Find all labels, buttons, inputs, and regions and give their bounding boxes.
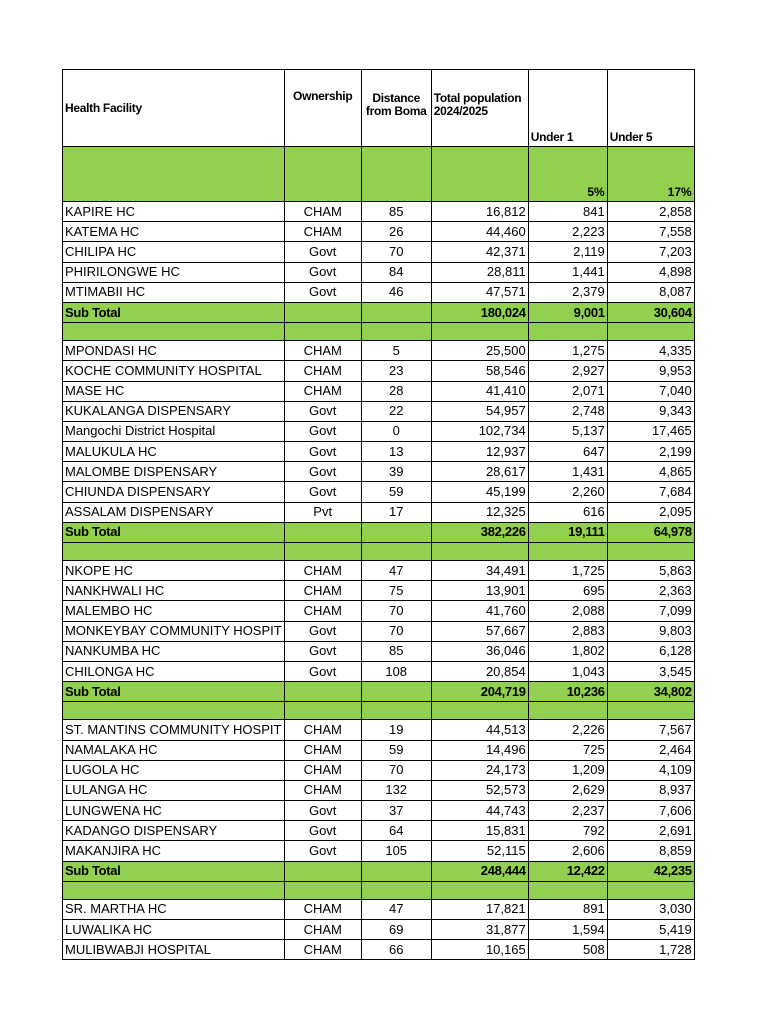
facility-name: PHIRILONGWE HC: [63, 262, 285, 282]
population-cell: 12,937: [431, 442, 528, 462]
under1-cell: 725: [528, 740, 607, 760]
facility-table: [62, 69, 695, 960]
ownership-cell: Govt: [284, 841, 361, 861]
facility-name: LULANGA HC: [63, 780, 285, 800]
distance-cell: 37: [361, 801, 431, 821]
under5-cell: 1,728: [607, 940, 694, 960]
facility-name: KOCHE COMMUNITY HOSPITAL: [63, 361, 285, 381]
subtotal-population: 180,024: [431, 302, 528, 322]
under5-cell: 7,558: [607, 222, 694, 242]
ownership-cell: CHAM: [284, 920, 361, 940]
spacer-cell: [284, 323, 361, 341]
distance-cell: 28: [361, 381, 431, 401]
facility-name: MPONDASI HC: [63, 341, 285, 361]
table-row: [63, 581, 695, 601]
table-body: [63, 70, 695, 960]
ownership-cell: CHAM: [284, 381, 361, 401]
subtotal-blank: [361, 861, 431, 881]
population-cell: 36,046: [431, 641, 528, 661]
ownership-cell: Govt: [284, 262, 361, 282]
distance-cell: 75: [361, 581, 431, 601]
population-cell: 13,901: [431, 581, 528, 601]
population-cell: 25,500: [431, 341, 528, 361]
under5-cell: 2,199: [607, 442, 694, 462]
facility-name: KATEMA HC: [63, 222, 285, 242]
facility-name: KADANGO DISPENSARY: [63, 821, 285, 841]
table-row: [63, 401, 695, 421]
subtotal-under5: 30,604: [607, 302, 694, 322]
population-cell: 45,199: [431, 482, 528, 502]
distance-cell: 66: [361, 940, 431, 960]
ownership-cell: Govt: [284, 621, 361, 641]
under1-cell: 616: [528, 502, 607, 522]
ownership-cell: Govt: [284, 421, 361, 441]
under1-cell: 647: [528, 442, 607, 462]
table-row: [63, 780, 695, 800]
table-row: [63, 202, 695, 222]
under5-cell: 5,419: [607, 920, 694, 940]
spacer-cell: [431, 323, 528, 341]
ownership-cell: CHAM: [284, 780, 361, 800]
distance-cell: 39: [361, 462, 431, 482]
table-row: [63, 720, 695, 740]
population-cell: 24,173: [431, 760, 528, 780]
population-cell: 15,831: [431, 821, 528, 841]
spacer-cell: [284, 881, 361, 899]
distance-cell: 64: [361, 821, 431, 841]
under1-cell: 2,071: [528, 381, 607, 401]
table-row: [63, 621, 695, 641]
table-row: [63, 222, 695, 242]
under5-cell: 7,684: [607, 482, 694, 502]
population-cell: 44,513: [431, 720, 528, 740]
distance-cell: 108: [361, 661, 431, 681]
under1-cell: 792: [528, 821, 607, 841]
facility-name: MTIMABII HC: [63, 282, 285, 302]
facility-name: ASSALAM DISPENSARY: [63, 502, 285, 522]
subtotal-blank: [284, 682, 361, 702]
table-row: [63, 601, 695, 621]
ownership-cell: Pvt: [284, 502, 361, 522]
table-row: [63, 242, 695, 262]
spacer-cell: [361, 881, 431, 899]
distance-cell: 70: [361, 621, 431, 641]
under1-cell: 1,441: [528, 262, 607, 282]
spacer-cell: [361, 543, 431, 561]
subtotal-row: [63, 861, 695, 881]
population-cell: 52,573: [431, 780, 528, 800]
under1-cell: 1,802: [528, 641, 607, 661]
spacer-cell: [63, 543, 285, 561]
under5-cell: 8,087: [607, 282, 694, 302]
distance-cell: 85: [361, 202, 431, 222]
distance-cell: 70: [361, 601, 431, 621]
ownership-cell: CHAM: [284, 561, 361, 581]
under1-cell: 2,260: [528, 482, 607, 502]
table-row: [63, 940, 695, 960]
population-cell: 42,371: [431, 242, 528, 262]
population-cell: 57,667: [431, 621, 528, 641]
under5-cell: 5,863: [607, 561, 694, 581]
subtotal-under5: 34,802: [607, 682, 694, 702]
under1-cell: 1,275: [528, 341, 607, 361]
distance-cell: 47: [361, 561, 431, 581]
facility-name: MAKANJIRA HC: [63, 841, 285, 861]
spacer-cell: [361, 702, 431, 720]
under1-cell: 2,748: [528, 401, 607, 421]
spacer-cell: [607, 702, 694, 720]
population-cell: 52,115: [431, 841, 528, 861]
facility-name: MALOMBE DISPENSARY: [63, 462, 285, 482]
spacer-cell: [431, 881, 528, 899]
table-row: [63, 821, 695, 841]
population-cell: 54,957: [431, 401, 528, 421]
under5-cell: 4,865: [607, 462, 694, 482]
ownership-cell: CHAM: [284, 601, 361, 621]
population-cell: 28,617: [431, 462, 528, 482]
under1-cell: 695: [528, 581, 607, 601]
under5-cell: 3,030: [607, 899, 694, 919]
under1-cell: 1,725: [528, 561, 607, 581]
ownership-cell: CHAM: [284, 720, 361, 740]
table-row: [63, 661, 695, 681]
distance-cell: 46: [361, 282, 431, 302]
population-cell: 102,734: [431, 421, 528, 441]
facility-name: Mangochi District Hospital: [63, 421, 285, 441]
ownership-cell: Govt: [284, 482, 361, 502]
subtotal-under1: 10,236: [528, 682, 607, 702]
population-cell: 17,821: [431, 899, 528, 919]
under5-cell: 6,128: [607, 641, 694, 661]
under1-cell: 5,137: [528, 421, 607, 441]
ownership-cell: Govt: [284, 401, 361, 421]
ownership-cell: CHAM: [284, 361, 361, 381]
distance-cell: 19: [361, 720, 431, 740]
subtotal-blank: [361, 682, 431, 702]
ownership-cell: Govt: [284, 442, 361, 462]
spacer-cell: [361, 323, 431, 341]
under1-cell: 2,223: [528, 222, 607, 242]
under5-cell: 7,099: [607, 601, 694, 621]
header-population: Total population 2024/2025: [431, 70, 528, 147]
subtotal-blank: [284, 522, 361, 542]
spacer-row: [63, 881, 695, 899]
facility-name: NKOPE HC: [63, 561, 285, 581]
distance-cell: 23: [361, 361, 431, 381]
facility-name: MALEMBO HC: [63, 601, 285, 621]
facility-name: LUNGWENA HC: [63, 801, 285, 821]
distance-cell: 132: [361, 780, 431, 800]
population-cell: 10,165: [431, 940, 528, 960]
spacer-cell: [63, 323, 285, 341]
facility-name: LUGOLA HC: [63, 760, 285, 780]
spacer-row: [63, 323, 695, 341]
population-cell: 34,491: [431, 561, 528, 581]
table-row: [63, 341, 695, 361]
under5-cell: 7,040: [607, 381, 694, 401]
facility-name: CHILIPA HC: [63, 242, 285, 262]
subtotal-blank: [361, 522, 431, 542]
spacer-row: [63, 702, 695, 720]
ownership-cell: CHAM: [284, 899, 361, 919]
under5-cell: 2,464: [607, 740, 694, 760]
distance-cell: 105: [361, 841, 431, 861]
spacer-cell: [284, 702, 361, 720]
table-row: [63, 841, 695, 861]
distance-cell: 84: [361, 262, 431, 282]
ownership-cell: CHAM: [284, 341, 361, 361]
under5-cell: 7,606: [607, 801, 694, 821]
distance-cell: 69: [361, 920, 431, 940]
spacer-cell: [607, 323, 694, 341]
header-row: [63, 70, 695, 147]
table-row: [63, 801, 695, 821]
subtotal-row: [63, 682, 695, 702]
under5-cell: 4,109: [607, 760, 694, 780]
facility-name: MASE HC: [63, 381, 285, 401]
population-cell: 58,546: [431, 361, 528, 381]
facility-name: LUWALIKA HC: [63, 920, 285, 940]
under1-cell: 2,119: [528, 242, 607, 262]
under5-cell: 2,363: [607, 581, 694, 601]
under1-percentage: 5%: [528, 147, 607, 202]
under5-cell: 17,465: [607, 421, 694, 441]
population-cell: 47,571: [431, 282, 528, 302]
population-cell: 14,496: [431, 740, 528, 760]
table-row: [63, 361, 695, 381]
under1-cell: 1,594: [528, 920, 607, 940]
spacer-cell: [284, 543, 361, 561]
ownership-cell: CHAM: [284, 222, 361, 242]
subtotal-blank: [361, 302, 431, 322]
table-row: [63, 920, 695, 940]
distance-cell: 59: [361, 482, 431, 502]
under5-cell: 4,335: [607, 341, 694, 361]
population-cell: 41,410: [431, 381, 528, 401]
subtotal-row: [63, 522, 695, 542]
under5-cell: 7,567: [607, 720, 694, 740]
facility-name: NANKUMBA HC: [63, 641, 285, 661]
subtotal-population: 204,719: [431, 682, 528, 702]
header-under1: Under 1: [528, 70, 607, 147]
under5-cell: 9,803: [607, 621, 694, 641]
spacer-cell: [63, 881, 285, 899]
ownership-cell: CHAM: [284, 581, 361, 601]
under5-percentage: 17%: [607, 147, 694, 202]
under5-cell: 2,095: [607, 502, 694, 522]
subtotal-label: Sub Total: [63, 302, 285, 322]
distance-cell: 85: [361, 641, 431, 661]
under5-cell: 2,691: [607, 821, 694, 841]
spacer-cell: [607, 543, 694, 561]
under5-cell: 9,343: [607, 401, 694, 421]
table-row: [63, 760, 695, 780]
distance-cell: 5: [361, 341, 431, 361]
subtotal-blank: [284, 861, 361, 881]
population-cell: 12,325: [431, 502, 528, 522]
facility-name: NANKHWALI HC: [63, 581, 285, 601]
under5-cell: 7,203: [607, 242, 694, 262]
under1-cell: 2,629: [528, 780, 607, 800]
population-cell: 28,811: [431, 262, 528, 282]
spacer-cell: [528, 881, 607, 899]
population-cell: 41,760: [431, 601, 528, 621]
under1-cell: 2,226: [528, 720, 607, 740]
under5-cell: 2,858: [607, 202, 694, 222]
spacer-cell: [528, 323, 607, 341]
distance-cell: 13: [361, 442, 431, 462]
distance-cell: 17: [361, 502, 431, 522]
subtotal-population: 382,226: [431, 522, 528, 542]
table-row: [63, 740, 695, 760]
table-row: [63, 502, 695, 522]
table-row: [63, 899, 695, 919]
under5-cell: 9,953: [607, 361, 694, 381]
table-row: [63, 262, 695, 282]
under1-cell: 2,237: [528, 801, 607, 821]
under1-cell: 1,209: [528, 760, 607, 780]
under1-cell: 2,883: [528, 621, 607, 641]
distance-cell: 70: [361, 242, 431, 262]
under1-cell: 891: [528, 899, 607, 919]
subtotal-under5: 64,978: [607, 522, 694, 542]
population-cell: 44,460: [431, 222, 528, 242]
under1-cell: 2,088: [528, 601, 607, 621]
table-row: [63, 641, 695, 661]
under5-cell: 8,937: [607, 780, 694, 800]
under5-cell: 8,859: [607, 841, 694, 861]
under1-cell: 2,927: [528, 361, 607, 381]
distance-cell: 59: [361, 740, 431, 760]
subtotal-label: Sub Total: [63, 861, 285, 881]
ownership-cell: Govt: [284, 242, 361, 262]
table-row: [63, 561, 695, 581]
under1-cell: 1,431: [528, 462, 607, 482]
distance-cell: 26: [361, 222, 431, 242]
under5-cell: 3,545: [607, 661, 694, 681]
table-row: [63, 282, 695, 302]
under5-cell: 4,898: [607, 262, 694, 282]
ownership-cell: CHAM: [284, 740, 361, 760]
facility-name: NAMALAKA HC: [63, 740, 285, 760]
subtotal-label: Sub Total: [63, 522, 285, 542]
spacer-cell: [607, 881, 694, 899]
ownership-cell: CHAM: [284, 760, 361, 780]
spacer-cell: [431, 702, 528, 720]
under1-cell: 1,043: [528, 661, 607, 681]
spacer-cell: [63, 702, 285, 720]
distance-cell: 70: [361, 760, 431, 780]
ownership-cell: Govt: [284, 282, 361, 302]
table-row: [63, 462, 695, 482]
table-row: [63, 381, 695, 401]
header-distance: Distance from Boma: [361, 70, 431, 147]
table-row: [63, 421, 695, 441]
facility-name: MULIBWABJI HOSPITAL: [63, 940, 285, 960]
facility-name: KUKALANGA DISPENSARY: [63, 401, 285, 421]
ownership-cell: CHAM: [284, 940, 361, 960]
subtotal-under1: 19,111: [528, 522, 607, 542]
table-row: [63, 482, 695, 502]
subtotal-under5: 42,235: [607, 861, 694, 881]
subtotal-label: Sub Total: [63, 682, 285, 702]
ownership-cell: Govt: [284, 821, 361, 841]
under1-cell: 508: [528, 940, 607, 960]
facility-name: KAPIRE HC: [63, 202, 285, 222]
facility-name: ST. MANTINS COMMUNITY HOSPIT: [63, 720, 285, 740]
subtotal-under1: 12,422: [528, 861, 607, 881]
facility-name: SR. MARTHA HC: [63, 899, 285, 919]
under1-cell: 2,606: [528, 841, 607, 861]
ownership-cell: Govt: [284, 462, 361, 482]
distance-cell: 22: [361, 401, 431, 421]
facility-name: CHILONGA HC: [63, 661, 285, 681]
distance-cell: 0: [361, 421, 431, 441]
spacer-row: [63, 543, 695, 561]
population-cell: 16,812: [431, 202, 528, 222]
ownership-cell: Govt: [284, 801, 361, 821]
under1-cell: 2,379: [528, 282, 607, 302]
subtotal-population: 248,444: [431, 861, 528, 881]
subtotal-blank: [284, 302, 361, 322]
table-row: [63, 442, 695, 462]
subtotal-row: [63, 302, 695, 322]
ownership-cell: Govt: [284, 661, 361, 681]
population-cell: 31,877: [431, 920, 528, 940]
header-ownership: Ownership: [284, 70, 361, 147]
percentage-row: [63, 147, 695, 202]
spacer-cell: [528, 543, 607, 561]
facility-name: CHIUNDA DISPENSARY: [63, 482, 285, 502]
distance-cell: 47: [361, 899, 431, 919]
ownership-cell: Govt: [284, 641, 361, 661]
spacer-cell: [528, 702, 607, 720]
subtotal-under1: 9,001: [528, 302, 607, 322]
facility-name: MONKEYBAY COMMUNITY HOSPIT: [63, 621, 285, 641]
ownership-cell: CHAM: [284, 202, 361, 222]
population-cell: 44,743: [431, 801, 528, 821]
header-under5: Under 5: [607, 70, 694, 147]
header-facility: Health Facility: [63, 70, 285, 147]
population-cell: 20,854: [431, 661, 528, 681]
spacer-cell: [431, 543, 528, 561]
under1-cell: 841: [528, 202, 607, 222]
facility-name: MALUKULA HC: [63, 442, 285, 462]
